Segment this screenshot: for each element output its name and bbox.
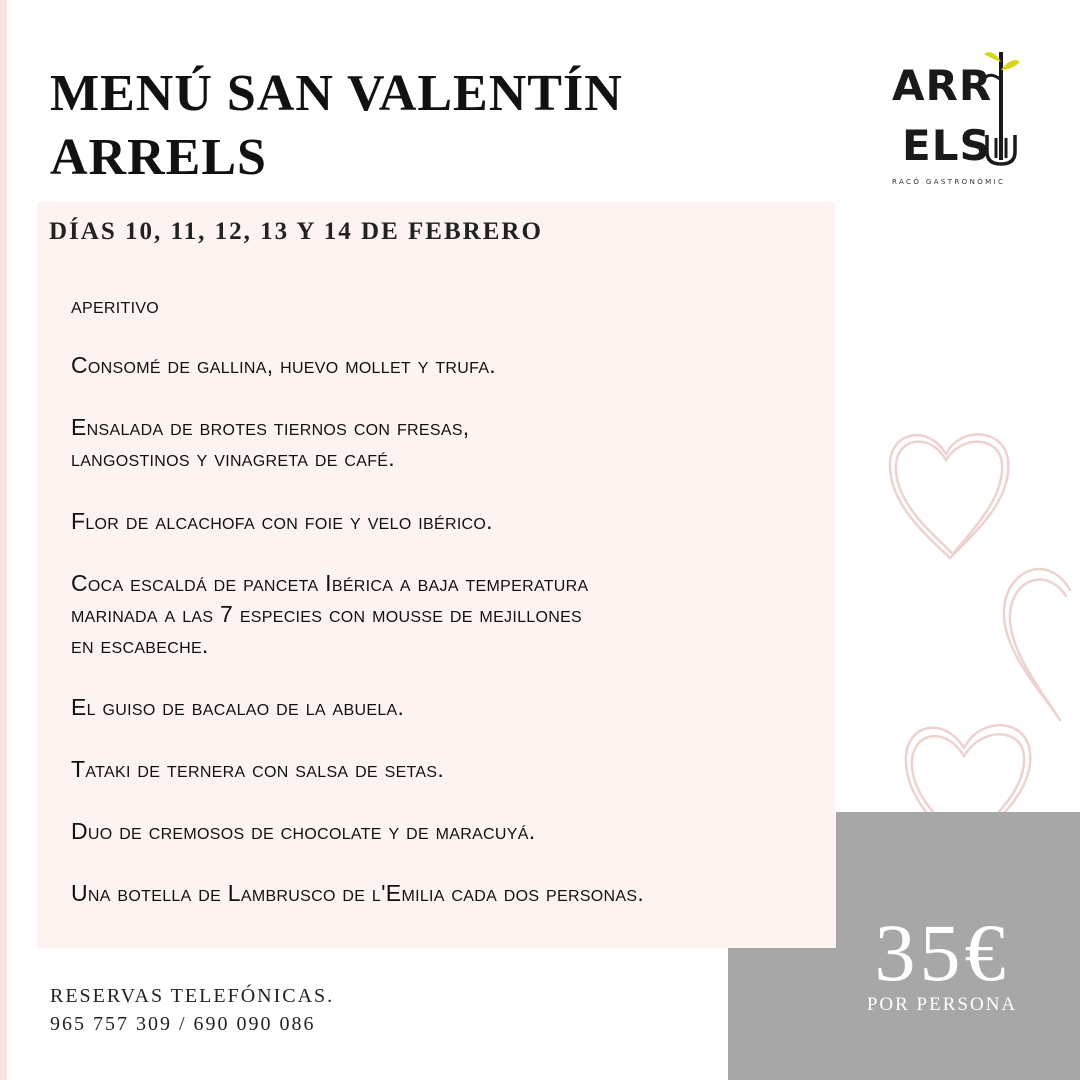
menu-item-2	[71, 412, 469, 474]
menu-item-1	[71, 350, 496, 381]
menu-item-line: El guiso de bacalao de la abuela.	[71, 694, 405, 720]
price-per-person: POR PERSONA	[866, 994, 1018, 1015]
menu-item-line: Duo de cremosos de chocolate y de maracuyá.	[71, 818, 536, 844]
title-line-2: ARRELS	[50, 129, 267, 186]
menu-item-line: aperitivo	[71, 292, 160, 318]
menu-item-4	[71, 568, 589, 661]
menu-item-line: Ensalada de brotes tiernos con fresas,	[71, 414, 470, 440]
menu-item-8	[71, 878, 644, 909]
title-line-1: MENÚ SAN VALENTÍN	[50, 65, 623, 122]
reservations-label: RESERVAS TELEFÓNICAS.	[50, 985, 335, 1007]
menu-item-7	[71, 816, 535, 847]
menu-item-line: en escabeche.	[71, 632, 209, 658]
heart-icon	[1010, 580, 1066, 714]
menu-panel	[37, 202, 835, 948]
heart-icon	[1004, 569, 1070, 720]
menu-item-0	[71, 290, 159, 321]
logo-text-line-1: ARR	[892, 61, 993, 110]
menu-item-5	[71, 692, 404, 723]
reservations-phones: 965 757 309 / 690 090 086	[50, 1013, 316, 1035]
page-title	[50, 62, 623, 190]
panel-overlap	[728, 812, 836, 948]
left-accent-strip	[0, 0, 7, 1080]
menu-item-line: langostinos y vinagreta de café.	[71, 445, 395, 471]
menu-item-line: Coca escaldá de panceta Ibérica a baja temperatura	[71, 570, 589, 596]
price-amount: 35€	[874, 907, 1010, 998]
heart-icon	[896, 442, 1002, 554]
arrels-logo	[884, 40, 1034, 190]
menu-item-3	[71, 506, 493, 537]
heart-icon	[890, 434, 1008, 558]
menu-item-line: marinada a las 7 especies con mousse de mejillones	[71, 601, 583, 627]
menu-item-line: Flor de alcachofa con foie y velo ibérico.	[71, 508, 493, 534]
logo-tagline: RACÓ GASTRONÒMIC	[892, 178, 1006, 186]
reservations	[50, 982, 334, 1038]
hearts-decoration	[880, 420, 1080, 860]
menu-item-line: Consomé de gallina, huevo mollet y trufa.	[71, 352, 496, 378]
logo-text-line-2: ELS	[902, 121, 991, 170]
menu-dates: DÍAS 10, 11, 12, 13 Y 14 DE FEBRERO	[49, 218, 543, 245]
menu-item-6	[71, 754, 444, 785]
menu-item-line: Una botella de Lambrusco de l'Emilia cada dos personas.	[71, 880, 645, 906]
menu-item-line: Tataki de ternera con salsa de setas.	[71, 756, 445, 782]
